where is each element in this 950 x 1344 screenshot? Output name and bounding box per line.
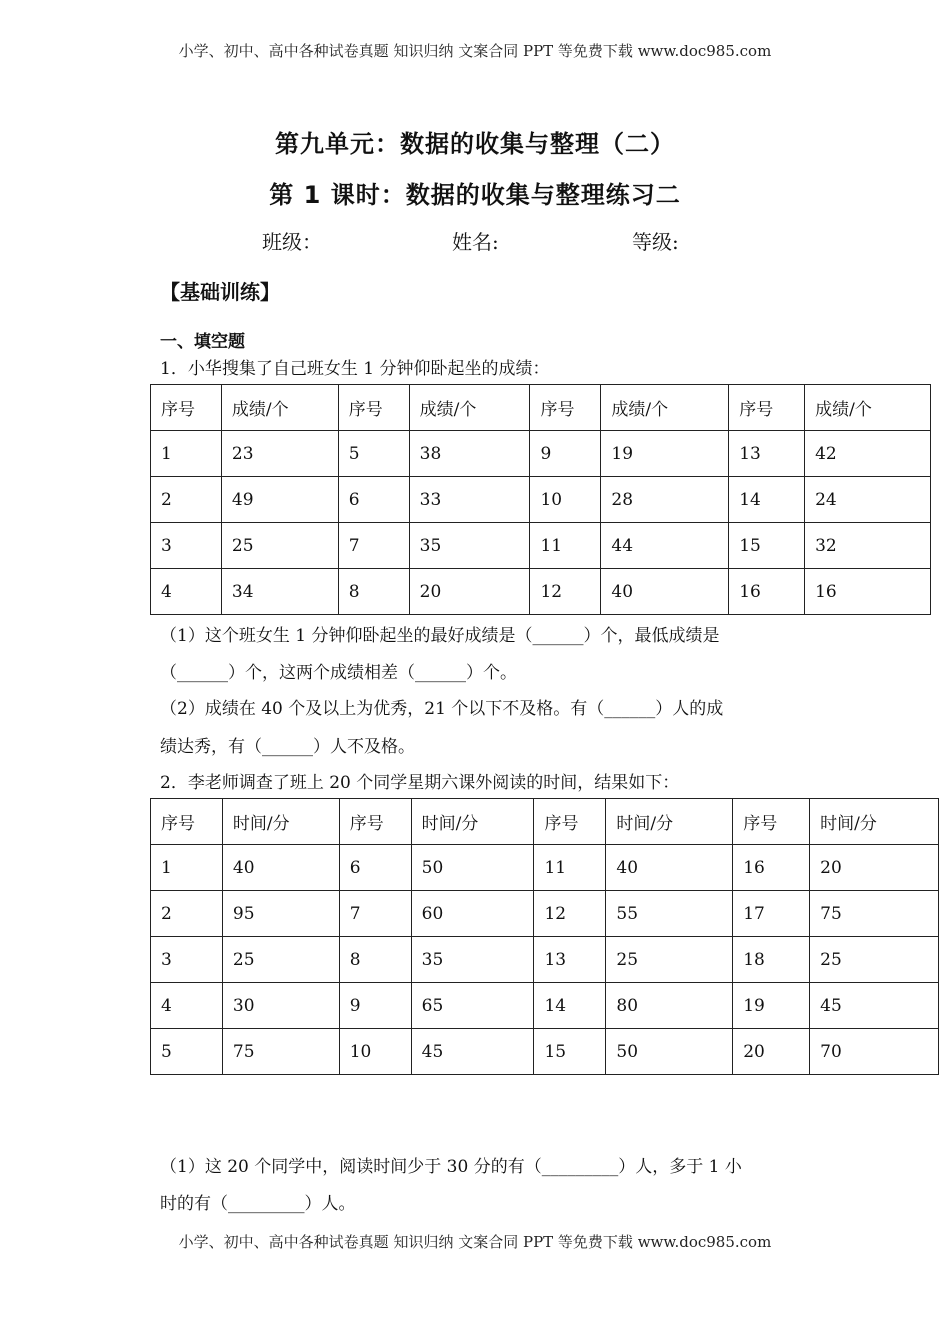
table-row	[151, 523, 931, 569]
table-header-row	[151, 799, 939, 845]
table-cell: 55	[606, 891, 733, 937]
table-cell: 95	[222, 891, 339, 937]
table-row	[151, 983, 939, 1029]
table-cell: 2	[151, 477, 222, 523]
table-cell: 15	[729, 523, 805, 569]
table-cell: 40	[606, 845, 733, 891]
table-row	[151, 891, 939, 937]
table-cell: 7	[338, 523, 409, 569]
table-row	[151, 845, 939, 891]
table-cell: 44	[601, 523, 729, 569]
table-cell: 75	[222, 1029, 339, 1075]
table-row	[151, 569, 931, 615]
table-cell: 4	[151, 569, 222, 615]
table-cell: 3	[151, 523, 222, 569]
section-basic-training: 【基础训练】	[160, 280, 280, 304]
table-cell: 42	[805, 431, 931, 477]
question-1-intro: 1．小华搜集了自己班女生 1 分钟仰卧起坐的成绩：	[160, 359, 550, 379]
table-cell: 33	[409, 477, 530, 523]
table-cell: 20	[733, 1029, 810, 1075]
table-header-cell: 序号	[339, 799, 411, 845]
table-cell: 40	[601, 569, 729, 615]
table-cell: 60	[411, 891, 534, 937]
table-header-cell: 时间/分	[411, 799, 534, 845]
table-header-cell: 序号	[151, 799, 223, 845]
table-cell: 9	[339, 983, 411, 1029]
table-cell: 5	[338, 431, 409, 477]
table-cell: 14	[534, 983, 606, 1029]
table-cell: 25	[606, 937, 733, 983]
table-cell: 17	[733, 891, 810, 937]
grade-label: 等级:	[632, 230, 679, 254]
table-header-cell: 时间/分	[606, 799, 733, 845]
table-cell: 24	[805, 477, 931, 523]
question-2-part-1-line-2: 时的有（_________）人。	[160, 1194, 356, 1214]
subsection-fill-in-blank: 一、填空题	[160, 332, 245, 352]
table-cell: 35	[409, 523, 530, 569]
table-cell: 16	[733, 845, 810, 891]
question-1-part-1-line-2: （______）个，这两个成绩相差（______）个。	[160, 663, 517, 683]
table-cell: 1	[151, 845, 223, 891]
page-header: 小学、初中、高中各种试卷真题 知识归纳 文案合同 PPT 等免费下载 www.doc985.com	[178, 42, 772, 60]
table-cell: 6	[338, 477, 409, 523]
name-label: 姓名:	[452, 230, 499, 254]
table-cell: 25	[222, 937, 339, 983]
table-cell: 8	[338, 569, 409, 615]
table-cell: 6	[339, 845, 411, 891]
question-1-part-1-line-1: （1）这个班女生 1 分钟仰卧起坐的最好成绩是（______）个，最低成绩是	[160, 626, 720, 646]
table-cell: 16	[805, 569, 931, 615]
table-cell: 19	[733, 983, 810, 1029]
table-cell: 49	[221, 477, 338, 523]
unit-title: 第九单元：数据的收集与整理（二）	[275, 130, 675, 158]
table-cell: 25	[221, 523, 338, 569]
table-cell: 5	[151, 1029, 223, 1075]
table-cell: 14	[729, 477, 805, 523]
table-header-cell: 序号	[733, 799, 810, 845]
table-header-cell: 序号	[729, 385, 805, 431]
table-cell: 75	[810, 891, 939, 937]
table-cell: 7	[339, 891, 411, 937]
table-header-cell: 序号	[530, 385, 601, 431]
reading-time-table	[150, 798, 939, 1075]
question-2-part-1-line-1: （1）这 20 个同学中，阅读时间少于 30 分的有（_________）人，多于 1 小	[160, 1157, 742, 1177]
question-1-part-2-line-1: （2）成绩在 40 个及以上为优秀，21 个以下不及格。有（______）人的成	[160, 699, 724, 719]
question-2-intro: 2．李老师调查了班上 20 个同学星期六课外阅读的时间，结果如下：	[160, 773, 680, 793]
table-cell: 1	[151, 431, 222, 477]
table-row	[151, 431, 931, 477]
lesson-title: 第 1 课时：数据的收集与整理练习二	[269, 181, 681, 209]
table-cell: 80	[606, 983, 733, 1029]
table-row	[151, 937, 939, 983]
table-cell: 13	[729, 431, 805, 477]
table-cell: 50	[411, 845, 534, 891]
table-cell: 34	[221, 569, 338, 615]
table-header-cell: 序号	[534, 799, 606, 845]
table-header-cell: 成绩/个	[409, 385, 530, 431]
table-cell: 30	[222, 983, 339, 1029]
table-cell: 3	[151, 937, 223, 983]
table-header-cell: 时间/分	[222, 799, 339, 845]
table-cell: 15	[534, 1029, 606, 1075]
table-header-cell: 成绩/个	[805, 385, 931, 431]
table-cell: 4	[151, 983, 223, 1029]
table-cell: 10	[339, 1029, 411, 1075]
table-cell: 8	[339, 937, 411, 983]
table-cell: 25	[810, 937, 939, 983]
table-cell: 16	[729, 569, 805, 615]
table-header-cell: 成绩/个	[221, 385, 338, 431]
table-cell: 35	[411, 937, 534, 983]
table-header-cell: 时间/分	[810, 799, 939, 845]
table-row	[151, 1029, 939, 1075]
table-cell: 70	[810, 1029, 939, 1075]
table-row	[151, 477, 931, 523]
table-cell: 12	[530, 569, 601, 615]
table-cell: 23	[221, 431, 338, 477]
table-cell: 45	[411, 1029, 534, 1075]
table-cell: 20	[810, 845, 939, 891]
table-cell: 38	[409, 431, 530, 477]
table-cell: 18	[733, 937, 810, 983]
table-cell: 11	[530, 523, 601, 569]
table-cell: 9	[530, 431, 601, 477]
situp-scores-table	[150, 384, 931, 615]
class-label: 班级：	[262, 230, 322, 254]
table-cell: 13	[534, 937, 606, 983]
table-cell: 40	[222, 845, 339, 891]
page-footer: 小学、初中、高中各种试卷真题 知识归纳 文案合同 PPT 等免费下载 www.doc985.com	[178, 1233, 772, 1251]
table-cell: 32	[805, 523, 931, 569]
table-cell: 28	[601, 477, 729, 523]
table-header-row	[151, 385, 931, 431]
table-cell: 11	[534, 845, 606, 891]
table-cell: 65	[411, 983, 534, 1029]
table-cell: 20	[409, 569, 530, 615]
table-cell: 2	[151, 891, 223, 937]
table-cell: 10	[530, 477, 601, 523]
table-header-cell: 序号	[338, 385, 409, 431]
table-cell: 50	[606, 1029, 733, 1075]
table-cell: 12	[534, 891, 606, 937]
table-header-cell: 成绩/个	[601, 385, 729, 431]
table-cell: 45	[810, 983, 939, 1029]
table-cell: 19	[601, 431, 729, 477]
question-1-part-2-line-2: 绩达秀，有（______）人不及格。	[160, 737, 415, 757]
table-header-cell: 序号	[151, 385, 222, 431]
